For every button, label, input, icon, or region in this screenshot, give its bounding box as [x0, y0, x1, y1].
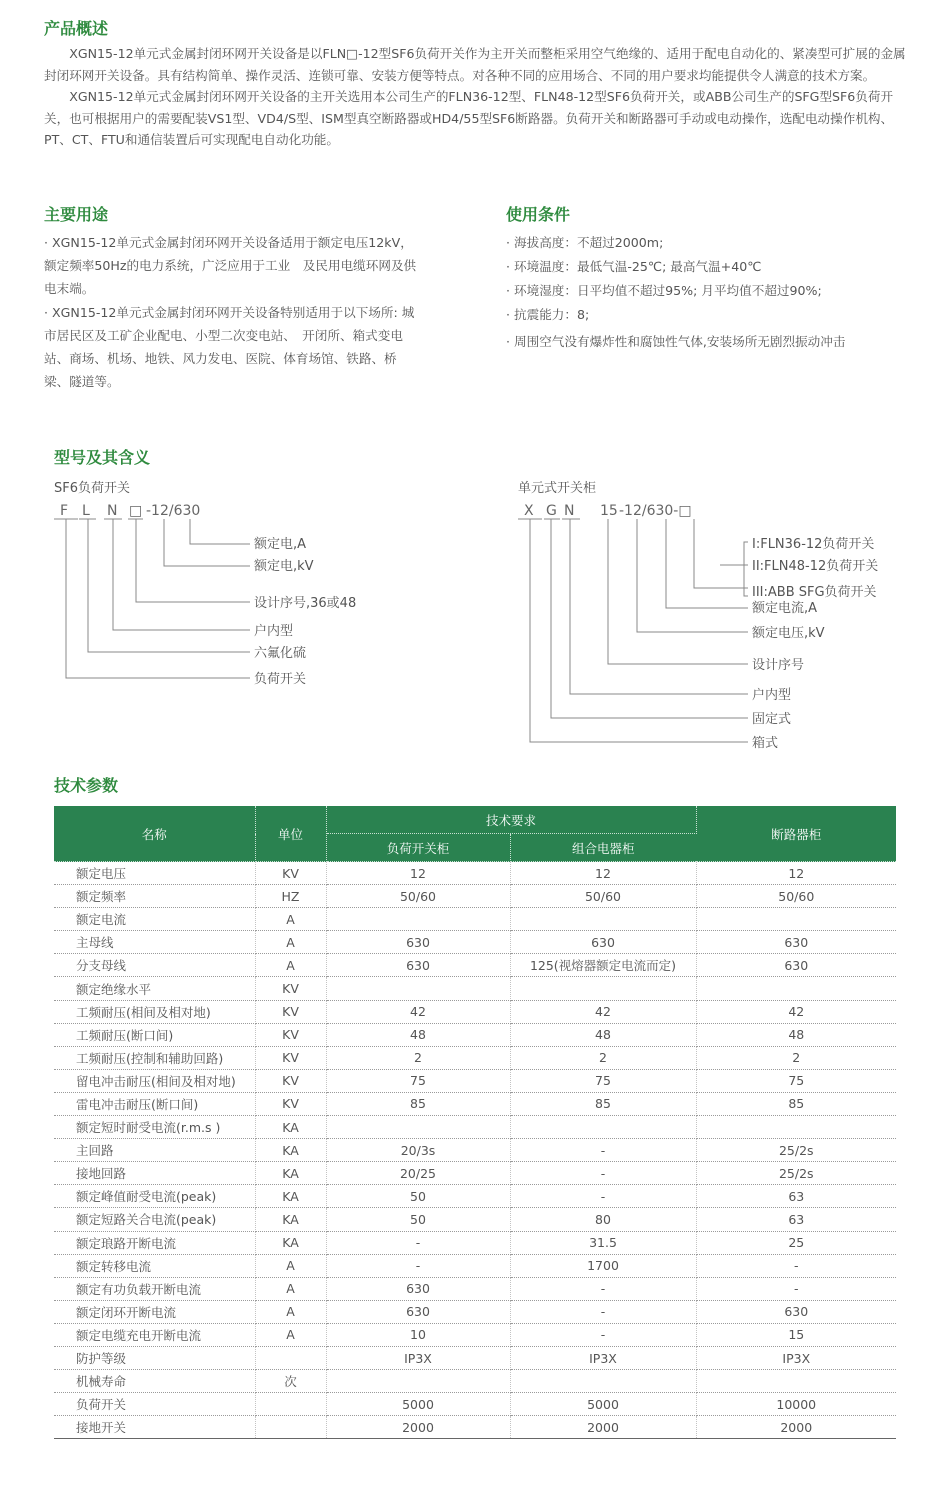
header-combo: 组合电器柜 — [510, 834, 696, 862]
left-annotation-current: 额定电,A — [254, 537, 307, 552]
param-name: 分支母线 — [54, 954, 255, 977]
left-code-rating: -12/630 — [146, 503, 201, 519]
param-combo — [510, 1116, 696, 1139]
param-name: 雷电冲击耐压(断口间) — [54, 1092, 255, 1115]
left-annotation-indoor: 户内型 — [254, 624, 294, 639]
param-load-switch: 42 — [326, 1000, 510, 1023]
param-combo: 48 — [510, 1023, 696, 1046]
param-load-switch: 20/25 — [326, 1162, 510, 1185]
left-annotation-voltage: 额定电,kV — [254, 559, 314, 574]
model-right-label: 单元式开关柜 — [518, 481, 597, 496]
header-load-switch: 负荷开关柜 — [326, 834, 510, 862]
param-combo: 5000 — [510, 1393, 696, 1416]
param-unit: KV — [255, 862, 326, 885]
conditions-item-3: · 环境湿度：日平均值不超过95%; 月平均值不超过90%; — [506, 283, 822, 298]
left-code-f: F — [60, 503, 69, 519]
model-title: 型号及其含义 — [54, 448, 151, 467]
table-row — [54, 1277, 896, 1300]
header-unit: 单位 — [255, 806, 326, 862]
uses-item-2: · XGN15-12单元式金属封闭环网开关设备特别适用于以下场所: 城市居民区及工矿企业配电、小型二次变电站、 开闭所、箱式变电站、商场、机场、地铁、风力发电、医院、体育场馆、铁路、桥梁、隧道等。 — [44, 305, 415, 389]
param-name: 额定短时耐受电流(r.m.s ) — [54, 1116, 255, 1139]
param-breaker: 85 — [696, 1092, 896, 1115]
param-unit: 次 — [255, 1370, 326, 1393]
left-annotation-sf6: 六氟化硫 — [254, 646, 307, 661]
header-requirements: 技术要求 — [326, 806, 696, 834]
param-unit: A — [255, 1277, 326, 1300]
param-load-switch: IP3X — [326, 1346, 510, 1369]
table-row — [54, 954, 896, 977]
param-name: 接地回路 — [54, 1162, 255, 1185]
tech-title: 技术参数 — [54, 776, 119, 795]
param-combo: 50/60 — [510, 885, 696, 908]
param-breaker: 63 — [696, 1208, 896, 1231]
right-annotation-indoor: 户内型 — [752, 688, 792, 703]
tech-table-body — [54, 862, 896, 1439]
param-unit: HZ — [255, 885, 326, 908]
conditions-list — [506, 231, 906, 354]
param-load-switch: 50 — [326, 1185, 510, 1208]
param-name: 留电冲击耐压(相间及相对地) — [54, 1069, 255, 1092]
param-load-switch: 75 — [326, 1069, 510, 1092]
right-annotation-fixed: 固定式 — [752, 712, 792, 727]
param-load-switch: 2 — [326, 1046, 510, 1069]
param-unit: KA — [255, 1116, 326, 1139]
uses-list — [44, 231, 419, 394]
param-combo: 75 — [510, 1069, 696, 1092]
param-breaker: 630 — [696, 931, 896, 954]
right-option-2: II:FLN48-12负荷开关 — [752, 559, 879, 574]
param-name: 主回路 — [54, 1139, 255, 1162]
param-breaker: 12 — [696, 862, 896, 885]
param-name: 额定闭环开断电流 — [54, 1300, 255, 1323]
param-load-switch — [326, 1370, 510, 1393]
param-name: 额定频率 — [54, 885, 255, 908]
param-breaker: 630 — [696, 1300, 896, 1323]
left-code-box: □ — [129, 503, 143, 519]
uses-item-1: · XGN15-12单元式金属封闭环网开关设备适用于额定电压12kV，额定频率50Hz的电力系统，广泛应用于工业 及民用电缆环网及供电末端。 — [44, 235, 417, 296]
param-combo: - — [510, 1139, 696, 1162]
conditions-item-2: · 环境温度：最低气温-25℃; 最高气温+40℃ — [506, 259, 762, 274]
right-code-15: 15 — [600, 503, 618, 519]
param-unit: KV — [255, 1023, 326, 1046]
param-combo: - — [510, 1185, 696, 1208]
table-row — [54, 1023, 896, 1046]
overview-paragraph-2: XGN15-12单元式金属封闭环网开关设备的主开关选用本公司生产的FLN36-12型、FLN48-12型SF6负荷开关，或ABB公司生产的SFG型SF6负荷开关，也可根据用户的需要配装VS1型、VD4/S型、ISM型真空断路器或HD4/55型SF6断路器。负荷开关和断路器可手动或电动操作，选配电动操作机构、PT、CT、FTU和通信装置后可实现配电自动化功能。 — [44, 89, 894, 147]
table-row — [54, 862, 896, 885]
left-annotation-design: 设计序号,36或48 — [254, 596, 357, 611]
model-left-label: SF6负荷开关 — [54, 481, 131, 496]
right-option-3: III:ABB SFG负荷开关 — [752, 585, 877, 600]
param-breaker: 42 — [696, 1000, 896, 1023]
param-unit: KV — [255, 1000, 326, 1023]
param-breaker — [696, 1370, 896, 1393]
param-unit: A — [255, 1300, 326, 1323]
left-annotation-load-switch: 负荷开关 — [254, 672, 307, 687]
model-code-diagram — [0, 490, 952, 760]
param-unit: KV — [255, 1046, 326, 1069]
param-combo: 12 — [510, 862, 696, 885]
param-breaker: 2 — [696, 1046, 896, 1069]
table-row — [54, 1000, 896, 1023]
param-unit: KA — [255, 1208, 326, 1231]
param-name: 额定电压 — [54, 862, 255, 885]
param-breaker: 25/2s — [696, 1139, 896, 1162]
param-unit: A — [255, 1323, 326, 1346]
param-name: 工频耐压(控制和辅助回路) — [54, 1046, 255, 1069]
param-breaker: 2000 — [696, 1416, 896, 1439]
param-unit: KA — [255, 1162, 326, 1185]
left-code-l: L — [82, 503, 90, 519]
param-combo: - — [510, 1323, 696, 1346]
param-breaker — [696, 908, 896, 931]
param-name: 额定琅路开断电流 — [54, 1231, 255, 1254]
table-row — [54, 1231, 896, 1254]
param-breaker — [696, 1116, 896, 1139]
table-row — [54, 885, 896, 908]
param-breaker: 630 — [696, 954, 896, 977]
param-breaker: - — [696, 1277, 896, 1300]
right-annotation-current: 额定电流,A — [752, 601, 818, 616]
table-row — [54, 1162, 896, 1185]
param-combo — [510, 908, 696, 931]
param-name: 负荷开关 — [54, 1393, 255, 1416]
uses-title: 主要用途 — [44, 205, 109, 224]
param-unit — [255, 1346, 326, 1369]
param-breaker — [696, 977, 896, 1000]
param-name: 主母线 — [54, 931, 255, 954]
param-unit: KA — [255, 1139, 326, 1162]
overview-paragraph-1: XGN15-12单元式金属封闭环网开关设备是以FLN□-12型SF6负荷开关作为主开关而整柜采用空气绝缘的、适用于配电自动化的、紧凑型可扩展的金属封闭环网开关设备。具有结构简单、操作灵活、连锁可靠、安装方便等特点。对各种不同的应用场合、不同的用户要求均能提供令人满意的技术方案。 — [44, 46, 906, 83]
param-combo — [510, 977, 696, 1000]
tech-params-table — [54, 806, 896, 1439]
param-breaker: - — [696, 1254, 896, 1277]
param-combo: 1700 — [510, 1254, 696, 1277]
param-unit: A — [255, 931, 326, 954]
overview-text — [44, 43, 906, 151]
param-combo: - — [510, 1300, 696, 1323]
param-combo: - — [510, 1162, 696, 1185]
param-unit: KV — [255, 1092, 326, 1115]
param-unit — [255, 1393, 326, 1416]
table-row — [54, 1416, 896, 1439]
param-load-switch: 10 — [326, 1323, 510, 1346]
param-unit: A — [255, 908, 326, 931]
header-name: 名称 — [54, 806, 255, 862]
table-row — [54, 1323, 896, 1346]
param-name: 额定电缆充电开断电流 — [54, 1323, 255, 1346]
left-code-n: N — [107, 503, 118, 519]
table-row — [54, 1208, 896, 1231]
table-row — [54, 1069, 896, 1092]
param-load-switch — [326, 908, 510, 931]
param-load-switch: - — [326, 1254, 510, 1277]
param-breaker: 15 — [696, 1323, 896, 1346]
param-name: 机械寿命 — [54, 1370, 255, 1393]
param-breaker: IP3X — [696, 1346, 896, 1369]
param-combo: 630 — [510, 931, 696, 954]
param-combo: 31.5 — [510, 1231, 696, 1254]
table-row — [54, 1092, 896, 1115]
param-combo: 42 — [510, 1000, 696, 1023]
param-load-switch: 630 — [326, 1277, 510, 1300]
param-name: 额定转移电流 — [54, 1254, 255, 1277]
param-combo: - — [510, 1277, 696, 1300]
param-combo: 2000 — [510, 1416, 696, 1439]
right-code-g: G — [546, 503, 557, 519]
param-name: 工频耐压(相间及相对地) — [54, 1000, 255, 1023]
right-option-1: I:FLN36-12负荷开关 — [752, 537, 875, 552]
table-row — [54, 931, 896, 954]
param-load-switch: 48 — [326, 1023, 510, 1046]
param-name: 接地开关 — [54, 1416, 255, 1439]
table-row — [54, 1139, 896, 1162]
param-combo: 85 — [510, 1092, 696, 1115]
param-combo — [510, 1370, 696, 1393]
param-name: 额定电流 — [54, 908, 255, 931]
table-row — [54, 1185, 896, 1208]
param-load-switch: 630 — [326, 931, 510, 954]
table-row — [54, 1370, 896, 1393]
param-breaker: 25/2s — [696, 1162, 896, 1185]
param-load-switch: 5000 — [326, 1393, 510, 1416]
param-load-switch — [326, 977, 510, 1000]
table-row — [54, 1046, 896, 1069]
param-name: 防护等级 — [54, 1346, 255, 1369]
param-breaker: 48 — [696, 1023, 896, 1046]
table-row — [54, 1116, 896, 1139]
table-row — [54, 1393, 896, 1416]
param-unit: KV — [255, 977, 326, 1000]
param-name: 工频耐压(断口间) — [54, 1023, 255, 1046]
param-name: 额定短路关合电流(peak) — [54, 1208, 255, 1231]
conditions-item-4: · 抗震能力：8; — [506, 307, 590, 322]
param-combo: 125(视熔器额定电流而定) — [510, 954, 696, 977]
right-annotation-design: 设计序号 — [752, 658, 805, 673]
right-annotation-box: 箱式 — [752, 736, 779, 751]
param-load-switch: 630 — [326, 954, 510, 977]
conditions-title: 使用条件 — [506, 205, 571, 224]
param-combo: 80 — [510, 1208, 696, 1231]
table-row — [54, 1254, 896, 1277]
overview-title: 产品概述 — [44, 19, 109, 38]
param-breaker: 63 — [696, 1185, 896, 1208]
header-breaker: 断路器柜 — [696, 806, 896, 862]
right-annotation-voltage: 额定电压,kV — [752, 626, 825, 641]
table-row — [54, 1346, 896, 1369]
param-name: 额定绝缘水平 — [54, 977, 255, 1000]
param-name: 额定有功负载开断电流 — [54, 1277, 255, 1300]
table-row — [54, 1300, 896, 1323]
param-combo: IP3X — [510, 1346, 696, 1369]
param-breaker: 25 — [696, 1231, 896, 1254]
param-unit: KA — [255, 1185, 326, 1208]
param-breaker: 75 — [696, 1069, 896, 1092]
right-code-x: X — [524, 503, 534, 519]
right-code-rating: -12/630-□ — [619, 503, 692, 519]
param-breaker: 10000 — [696, 1393, 896, 1416]
param-load-switch: 85 — [326, 1092, 510, 1115]
right-code-n: N — [564, 503, 575, 519]
conditions-item-1: · 海拔高度：不超过2000m; — [506, 235, 664, 250]
param-load-switch: 12 — [326, 862, 510, 885]
param-load-switch: 2000 — [326, 1416, 510, 1439]
param-load-switch: - — [326, 1231, 510, 1254]
param-combo: 2 — [510, 1046, 696, 1069]
param-name: 额定峰值耐受电流(peak) — [54, 1185, 255, 1208]
param-unit: A — [255, 1254, 326, 1277]
param-unit: KV — [255, 1069, 326, 1092]
param-load-switch: 50/60 — [326, 885, 510, 908]
table-row — [54, 977, 896, 1000]
conditions-item-5: · 周围空气没有爆炸性和腐蚀性气体,安装场所无剧烈振动冲击 — [506, 334, 846, 349]
param-load-switch: 50 — [326, 1208, 510, 1231]
param-load-switch — [326, 1116, 510, 1139]
param-load-switch: 630 — [326, 1300, 510, 1323]
param-unit: KA — [255, 1231, 326, 1254]
table-row — [54, 908, 896, 931]
param-unit — [255, 1416, 326, 1439]
param-unit: A — [255, 954, 326, 977]
param-load-switch: 20/3s — [326, 1139, 510, 1162]
param-breaker: 50/60 — [696, 885, 896, 908]
